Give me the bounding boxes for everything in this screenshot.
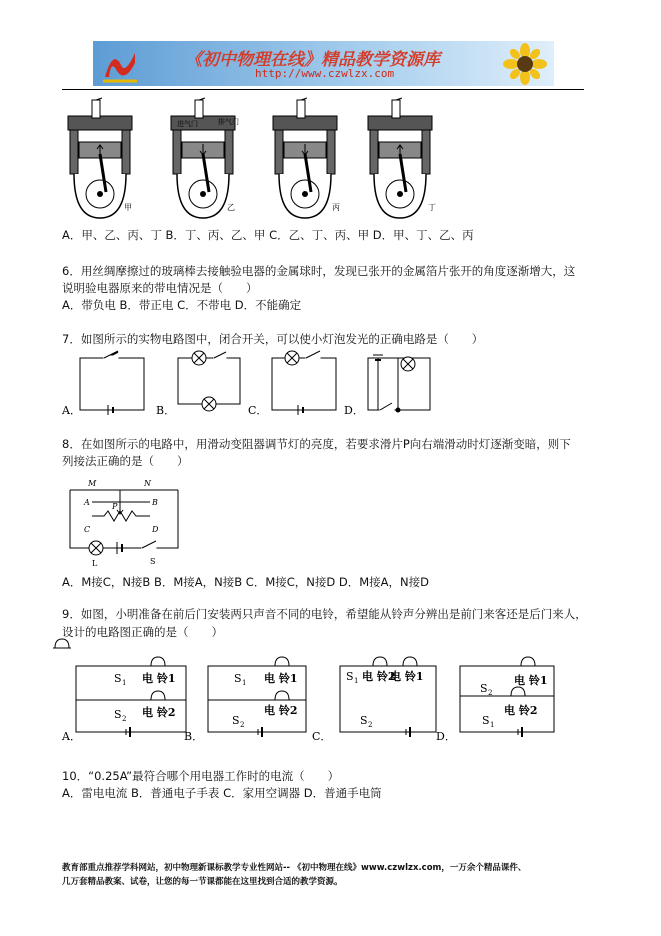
q7-label-a: A．: [62, 404, 81, 417]
q9b-s2-sub: 2: [240, 721, 245, 729]
q9c-s1-sub: 1: [354, 677, 359, 685]
q9-bell-circuits: [62, 648, 582, 748]
q9c-bell1: 电 铃1: [390, 670, 424, 683]
q10-stem: 10．“0.25A”最符合哪个用电器工作时的电流（ ）: [62, 769, 340, 783]
q7-stem: 7．如图所示的实物电路图中，闭合开关，可以使小灯泡发光的正确电路是（ ）: [62, 332, 484, 346]
q8-label-m: M: [88, 479, 97, 488]
q8-label-b: B: [152, 498, 158, 507]
q10-options: A．雷电电流 B．普通电子手表 C．家用空调器 D．普通手电筒: [62, 786, 382, 800]
q9c-bell2: 电 铃2: [362, 670, 396, 683]
q8-label-c: C: [84, 525, 91, 534]
q9c-s2-sub: 2: [368, 721, 373, 729]
q9d-bell2: 电 铃2: [504, 704, 538, 717]
q9d-s1-sub: 1: [490, 721, 495, 729]
q9c-s1: S: [346, 670, 354, 683]
q7-label-c: C．: [248, 404, 268, 417]
q9b-s1-sub: 1: [242, 679, 247, 687]
q9-line1: 9．如图，小明准备在前后门安装两只声音不同的电铃，希望能从铃声分辨出是前门来客还是后门来人，: [62, 607, 587, 621]
q8-rheostat-circuit: [62, 476, 182, 568]
banner-title: 《初中物理在线》精品教学资源库: [185, 50, 440, 70]
q9a-s1: S: [114, 672, 122, 685]
header-rule: [62, 89, 584, 90]
engine-label-3: 丙: [332, 203, 340, 212]
q9-label-a: A．: [62, 730, 81, 743]
q8-label-p: P: [112, 502, 118, 511]
q9a-bell2: 电 铃2: [142, 706, 176, 719]
footer-line2: 几万套精品教案、试卷，让您的每一节课都能在这里找到合适的教学资源。: [62, 877, 343, 887]
site-logo: [99, 45, 139, 83]
q9a-bell1: 电 铃1: [142, 672, 176, 685]
q9-line2: 设计的电路图正确的是（ ）: [62, 625, 223, 639]
q7-circuits: [62, 350, 442, 420]
q9d-s1: S: [482, 714, 490, 727]
q9b-s1: S: [234, 672, 242, 685]
q6-line2: 说明验电器原来的带电情况是（ ）: [62, 281, 258, 295]
engine-diagram: [68, 98, 132, 218]
sunflower-icon: [498, 43, 552, 85]
q6-line1: 6．用丝绸摩擦过的玻璃棒去接触验电器的金属球时，发现已张开的金属箔片张开的角度逐渐增大，这: [62, 264, 576, 278]
q8-line1: 8．在如图所示的电路中，用滑动变阻器调节灯的亮度，若要求滑片P向右端滑动时灯逐渐变暗，则下: [62, 437, 571, 451]
q8-label-l: L: [92, 559, 98, 568]
q9d-bell1: 电 铃1: [514, 674, 548, 687]
q9-label-d: D．: [436, 730, 456, 743]
q9c-s2: S: [360, 714, 368, 727]
q7-circuit-b: [178, 351, 240, 411]
q8-options: A．M接C，N接B B．M接A，N接B C．M接C，N接D D．M接A，N接D: [62, 575, 429, 589]
q7-circuit-d: [368, 355, 430, 412]
q9a-s1-sub: 1: [122, 679, 127, 687]
intake-valve-label: 进气门: [177, 120, 198, 128]
q8-label-a: A: [84, 498, 90, 507]
header-banner: [93, 41, 554, 86]
q9a-s2: S: [114, 708, 122, 721]
q7-circuit-c: [272, 351, 336, 415]
q9a-s2-sub: 2: [122, 715, 127, 723]
q9b-bell1: 电 铃1: [264, 672, 298, 685]
q5-options: A．甲、乙、丙、丁 B．丁、丙、乙、甲 C．乙、丁、丙、甲 D．甲、丁、乙、丙: [62, 228, 474, 242]
q9d-s2: S: [480, 682, 488, 695]
q7-label-d: D．: [344, 404, 364, 417]
q9-label-b: B．: [184, 730, 204, 743]
engine-label-1: 甲: [124, 203, 132, 212]
engine-label-2: 乙: [227, 203, 235, 212]
q8-label-s: S: [150, 557, 156, 566]
footer-line1: 教育部重点推荐学科网站，初中物理新课标教学专业性网站-- 《初中物理在线》www.czwlzx.com，一万余个精品课件、: [62, 863, 527, 873]
q6-options: A．带负电 B．带正电 C．不带电 D．不能确定: [62, 298, 302, 312]
q9b-s2: S: [232, 714, 240, 727]
bell-symbol: [53, 639, 71, 648]
q7-circuit-a: [80, 351, 144, 415]
engine-strokes-figure: [62, 98, 442, 223]
q7-label-b: B．: [156, 404, 176, 417]
q9d-s2-sub: 2: [488, 689, 493, 697]
q8-label-d: D: [152, 525, 159, 534]
engine-label-4: 丁: [428, 203, 436, 212]
q8-line2: 列接法正确的是（ ）: [62, 454, 189, 468]
q9-label-c: C．: [312, 730, 332, 743]
banner-url[interactable]: http://www.czwlzx.com: [255, 67, 395, 80]
q9b-bell2: 电 铃2: [264, 704, 298, 717]
exhaust-valve-label: 排气门: [218, 118, 239, 126]
q8-label-n: N: [144, 479, 151, 488]
